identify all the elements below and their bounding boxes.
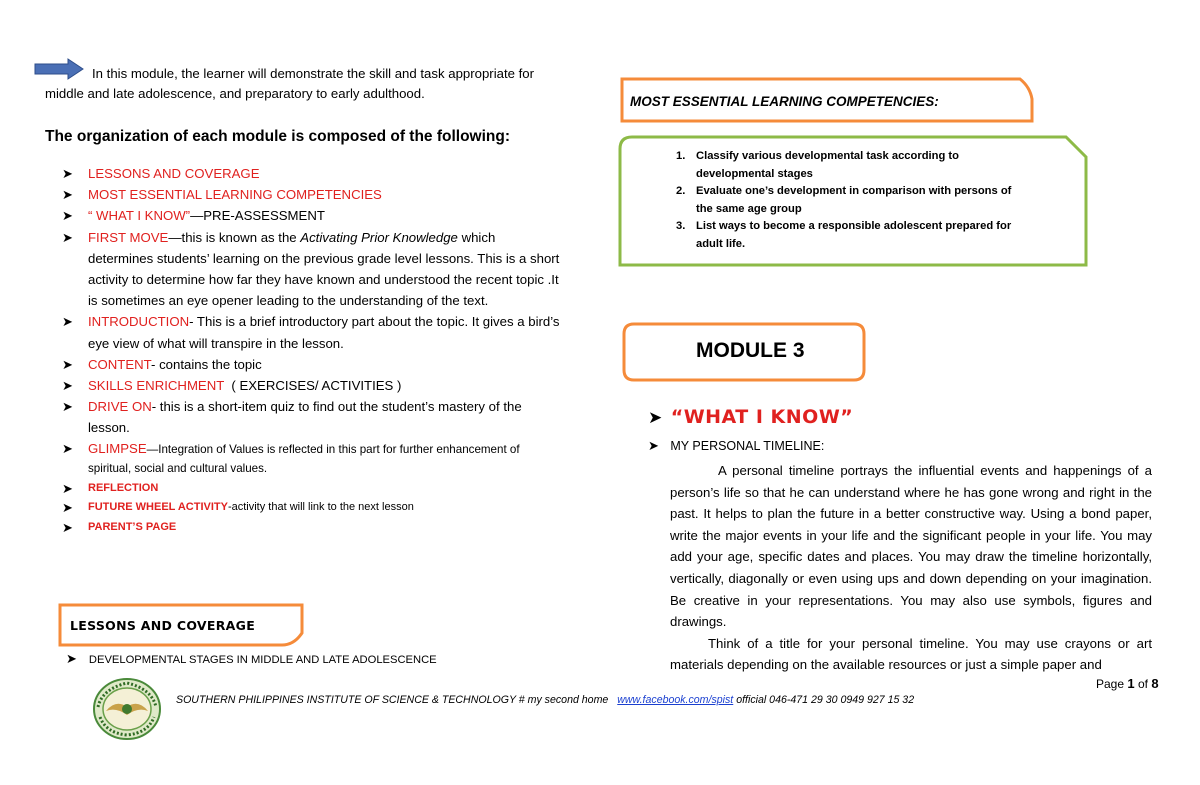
arrow-bullet-icon: ➤ [62,314,73,330]
footer-text: SOUTHERN PHILIPPINES INSTITUTE OF SCIENCE & TECHNOLOGY # my second home www.facebook.com/spist official 046-471 29 30 0949 927 15 32 [176,694,915,706]
arrow-bullet-icon: ➤ [66,651,77,666]
arrow-right-icon [34,58,84,80]
list-item: 1. Classify various developmental task according to developmental stages [676,150,959,180]
arrow-bullet-icon: ➤ [62,480,73,496]
arrow-bullet-icon: ➤ [648,408,663,427]
arrow-bullet-icon: ➤ [62,208,73,224]
organization-list [62,163,562,537]
list-item: ➤ FIRST MOVE—this is known as the Activating Prior Knowledge which determines students’ learning on the previous grade level lessons. This is a short activity to determine how far they have known and understood the recent topic .It is sometimes an eye opener leading to the understanding of the text. [62,227,562,312]
arrow-bullet-icon: ➤ [62,166,73,181]
arrow-bullet-icon: ➤ [648,438,659,453]
facebook-link[interactable]: www.facebook.com/spist [617,694,734,706]
intro-line-1: In this module, the learner will demonstrate the skill and task appropriate for [92,66,535,81]
melc-box-title: MOST ESSENTIAL LEARNING COMPETENCIES: [630,94,939,109]
list-item: ➤ MOST ESSENTIAL LEARNING COMPETENCIES [62,184,562,205]
list-item: 2. Evaluate one’s development in comparison with persons of the same age group [676,185,1012,215]
timeline-body [670,460,1152,676]
school-logo [92,677,162,741]
list-item: ➤ CONTENT- contains the topic [62,354,562,375]
what-i-know-heading: ➤ “WHAT I KNOW” [648,406,854,428]
list-item: ➤ “ WHAT I KNOW”—PRE-ASSESSMENT [62,205,562,226]
page-number: Page 1 of 8 [1096,676,1159,691]
arrow-bullet-icon: ➤ [62,440,73,456]
arrow-bullet-icon: ➤ [62,229,73,245]
lessons-item: ➤ DEVELOPMENTAL STAGES IN MIDDLE AND LATE ADOLESCENCE [66,651,437,666]
module-title: MODULE 3 [696,339,805,362]
list-item: ➤ INTRODUCTION- This is a brief introductory part about the topic. It gives a bird’s eye view of what will transpire in the lesson. [62,311,562,353]
timeline-paragraph-2: Think of a title for your personal timeline. You may use crayons or art materials depending on the available resources or just a simple paper and [670,635,1152,673]
list-item: ➤ GLIMPSE—Integration of Values is reflected in this part for further enhancement of spiritual, social and cultural values. [62,440,520,476]
arrow-bullet-icon: ➤ [62,399,73,415]
list-item: ➤ SKILLS ENRICHMENT ( EXERCISES/ ACTIVITIES ) [62,375,562,396]
timeline-paragraph-1: A personal timeline portrays the influential events and happenings of a person’s life so that he can understand where he has gone wrong and right in the past. It helps to plan the future in a better constructive way. Using a bond paper, write the major events in your life and the significant people in your life. You may add your age, specific dates and places. You may draw the timeline horizontally, vertically, diagonally or even using ups and down depending on your imagination. Be creative in your representations. You may also use symbols, figures and drawings. [670,463,1152,630]
list-item: ➤ LESSONS AND COVERAGE [62,163,562,184]
arrow-bullet-icon: ➤ [62,500,73,516]
arrow-bullet-icon: ➤ [62,378,73,394]
organization-heading: The organization of each module is composed of the following: [45,128,511,145]
arrow-bullet-icon: ➤ [62,356,73,372]
list-item: ➤ PARENT’S PAGE [62,518,562,538]
list-item: ➤ REFLECTION [62,479,562,499]
list-item: ➤ FUTURE WHEEL ACTIVITY-activity that will link to the next lesson [62,498,562,518]
list-item: 3. List ways to become a responsible adolescent prepared for adult life. [676,220,1012,250]
competencies-list [664,148,1074,253]
arrow-bullet-icon: ➤ [62,519,73,535]
lessons-box-title: LESSONS AND COVERAGE [70,618,256,633]
timeline-subheading: ➤ MY PERSONAL TIMELINE: [648,438,825,453]
intro-line-2: middle and late adolescence, and preparatory to early adulthood. [45,86,425,101]
list-item: ➤ DRIVE ON- this is a short-item quiz to find out the student’s mastery of the lesson. [62,396,562,438]
arrow-bullet-icon: ➤ [62,187,73,203]
